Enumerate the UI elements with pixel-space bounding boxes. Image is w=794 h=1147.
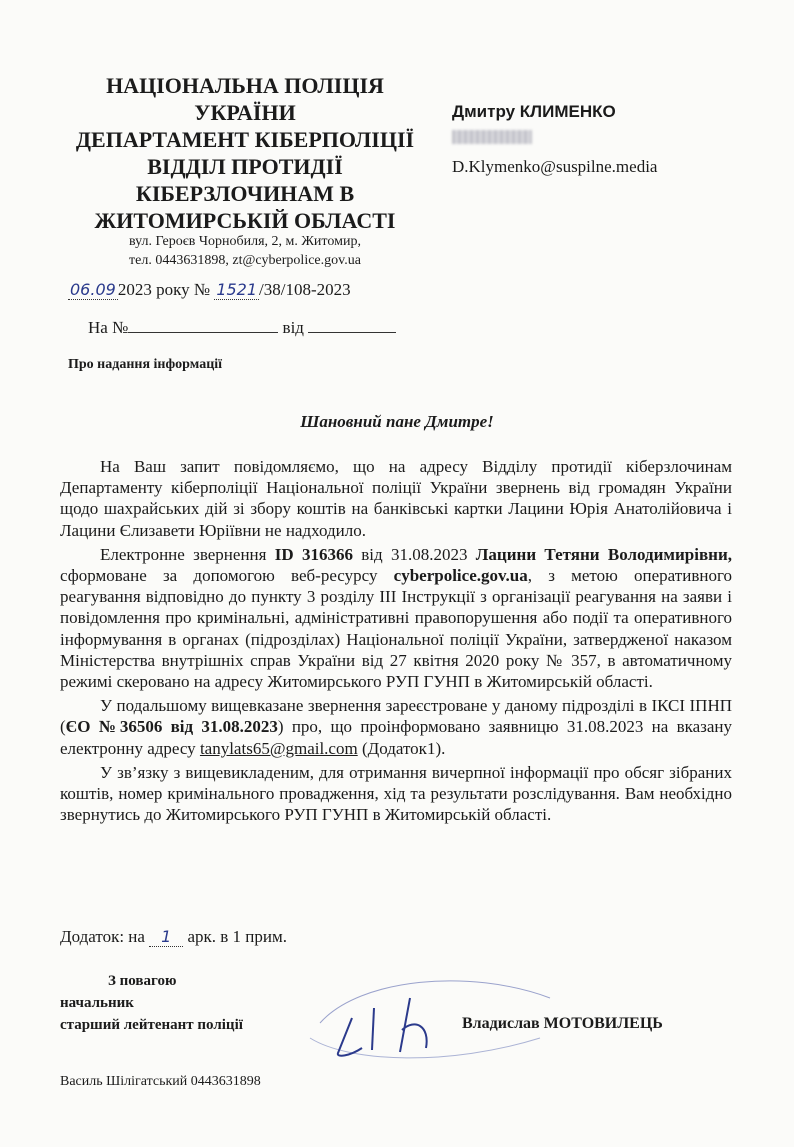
registration-line: [68, 280, 351, 300]
signer-name: Владислав МОТОВИЛЕЦЬ: [462, 1015, 663, 1032]
attachment-suffix: арк. в 1 прим.: [187, 927, 287, 946]
letter-body: [60, 456, 732, 828]
org-line: ЖИТОМИРСЬКІЙ ОБЛАСТІ: [94, 208, 396, 233]
reference-date-label: від: [282, 318, 304, 337]
text-span: , з метою оперативного реагування відповідно до пункту 3 розділу ІІІ Інструкції з організації реагування на заяви і повідомлення про кримінальні, адміністративні правопорушення або події та оперативного інформування в органах (підрозділах) Національної поліції України, затвердженої наказом Міністерства внутрішніх справ України від 27 квітня 2020 року № 357, в автоматичному режимі скеровано на адресу Житомирського РУП ГУНП в Житомирській області.: [60, 566, 732, 692]
org-line: КІБЕРЗЛОЧИНАМ В: [135, 181, 355, 206]
attachment-prefix: Додаток: на: [60, 927, 145, 946]
signature-block: [60, 970, 243, 1036]
applicant-name: Лацини Тетяни Володимирівни,: [475, 544, 732, 564]
attachment-line: [60, 927, 287, 947]
reference-line: [88, 318, 396, 338]
registration-year: 2023 року №: [117, 280, 211, 299]
rank-line: старший лейтенант поліції: [60, 1017, 243, 1033]
organization-header: [60, 72, 430, 234]
org-address-block: [60, 232, 430, 270]
registration-record: ЄО №36506 від 31.08.2023: [65, 717, 278, 737]
applicant-email-link[interactable]: tanylats65@gmail.com: [199, 738, 358, 758]
recipient-name: Дмитру КЛИМЕНКО: [452, 102, 616, 121]
org-address: вул. Героєв Чорнобиля, 2, м. Житомир,: [129, 234, 361, 249]
text-span: від 31.08.2023: [361, 544, 468, 564]
text-span: сформоване за допомогою веб-ресурсу: [60, 566, 378, 586]
paragraph-4: У зв’язку з вищевикладеним, для отримання вичерпної інформації про обсяг зібраних коштів, номер кримінального провадження, хід та результати розслідування. Вам необхідно звернутись до Житомирського РУП ГУНП в Житомирській області.: [60, 762, 732, 825]
text-span: ) про, що проінформовано заявницю 31.08.2023 на вказану електронну адресу: [60, 717, 733, 758]
appeal-id: ID 316366: [274, 544, 353, 564]
website-name: cyberpolice.gov.ua: [393, 566, 528, 586]
org-line: УКРАЇНИ: [194, 100, 296, 125]
handwritten-sheet-count: 1: [149, 927, 183, 947]
paragraph-2: [60, 544, 732, 692]
subject-line: Про надання інформації: [68, 357, 223, 372]
paragraph-1: На Ваш запит повідомляємо, що на адресу Відділу протидії кіберзлочинам Департаменту кіберполіції Національної поліції України звернень від громадян України щодо шахрайських дій зі збору коштів на банківські картки Лацини Юрія Анатолійовича і Лацини Єлизавети Юріївни не надходило.: [60, 457, 732, 540]
position-line: начальник: [60, 995, 134, 1011]
org-line: ДЕПАРТАМЕНТ КІБЕРПОЛІЦІЇ: [75, 127, 415, 152]
reference-number-blank: [128, 318, 278, 333]
org-line: ВІДДІЛ ПРОТИДІЇ: [147, 154, 343, 179]
recipient-block: [452, 100, 657, 179]
handwritten-date: 06.09: [70, 280, 116, 299]
reference-number-label: На №: [88, 318, 129, 337]
executor-footer: Василь Шілігатський 0443631898: [60, 1074, 261, 1089]
greeting: Шановний пане Дмитре!: [300, 412, 494, 431]
handwritten-number: 1521: [216, 280, 258, 299]
recipient-email: D.Klymenko@suspilne.media: [452, 157, 658, 176]
paragraph-3: [60, 695, 732, 759]
org-contacts: тел. 0443631898, zt@cyberpolice.gov.ua: [129, 253, 361, 268]
closing-line: З повагою: [108, 973, 177, 989]
text-span: Електронне звернення: [100, 544, 267, 564]
registration-suffix: /38/108-2023: [259, 280, 351, 299]
text-span: (Додаток1).: [361, 738, 446, 758]
redacted-field: [452, 124, 657, 155]
reference-date-blank: [308, 318, 396, 333]
text-span: У подальшому вищевказане звернення зареєстроване у даному підрозділі в ІКСІ ІПНП (: [60, 696, 732, 737]
org-line: НАЦІОНАЛЬНА ПОЛІЦІЯ: [106, 73, 384, 98]
